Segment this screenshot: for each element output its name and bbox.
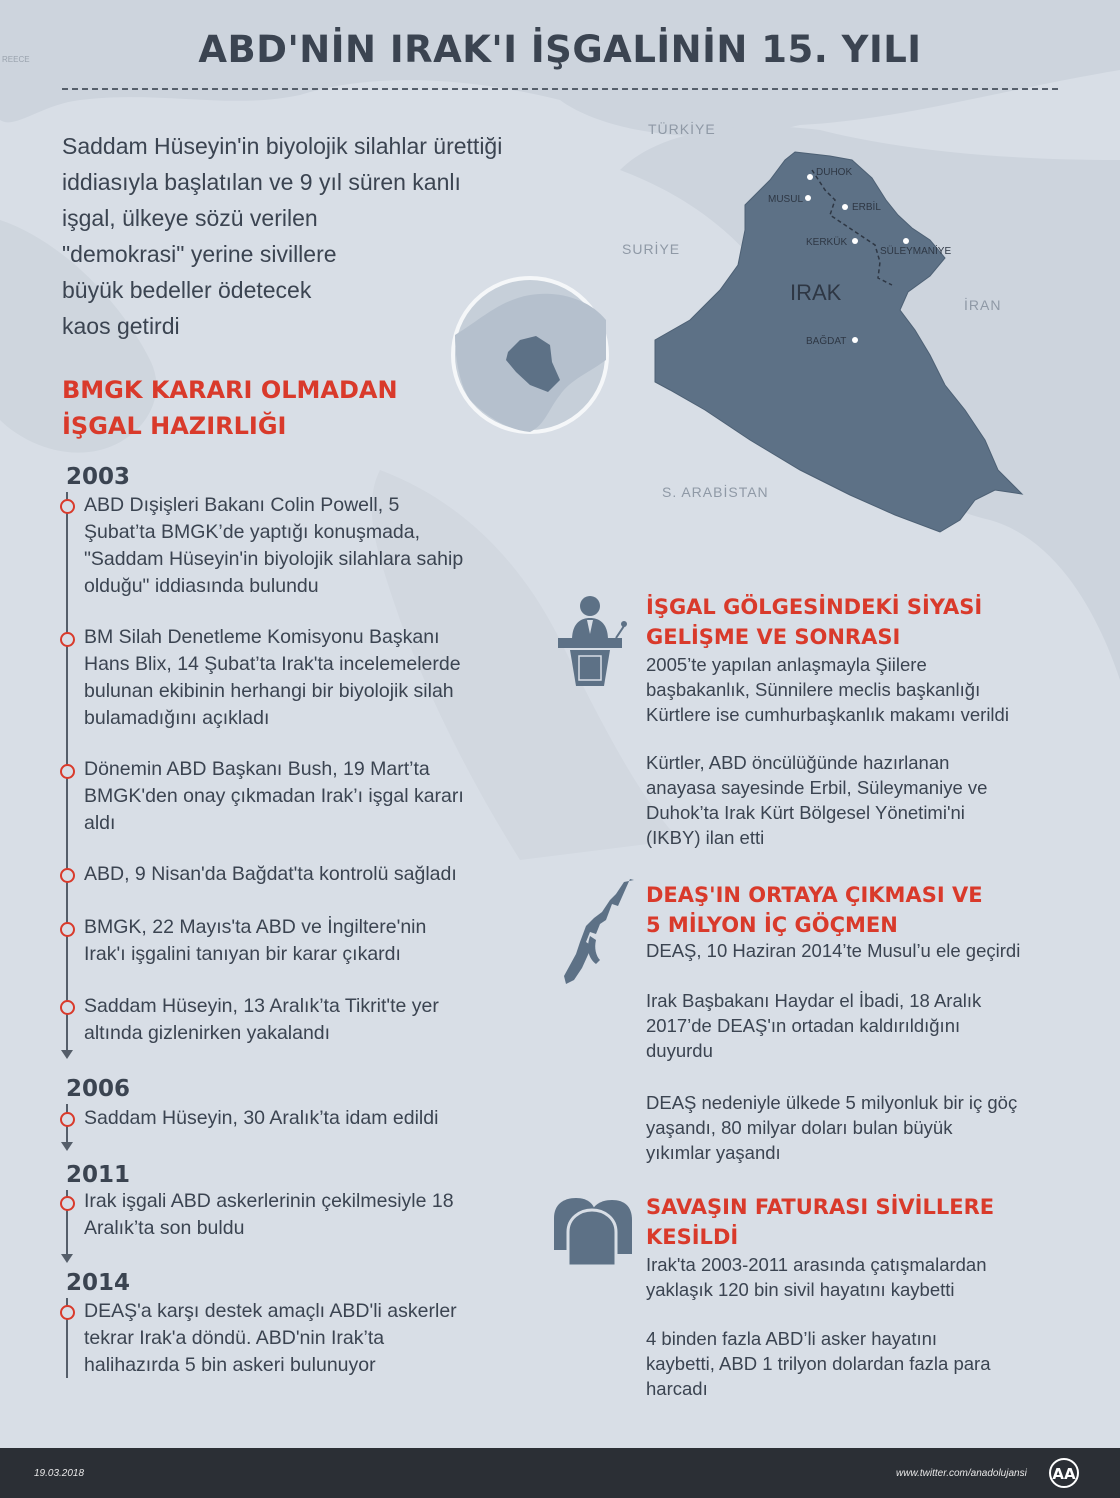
timeline-dot — [60, 632, 75, 647]
intro-line: büyük bedeller ödetecek — [62, 277, 312, 303]
section-text-casualties: Irak'ta 2003-2011 arasında çatışmalardan yaklaşık 120 bin sivil hayatını kaybetti — [646, 1254, 987, 1300]
map-label-greece: REECE — [2, 55, 30, 64]
left-section-title — [62, 372, 462, 444]
section-text-politics: 2005’te yapılan anlaşmayla Şiilere başbakanlık, Sünnilere meclis başkanlığı Kürtlere ise cumhurbaşkanlık makamı verildi — [646, 654, 1009, 725]
section-text-isis: DEAŞ nedeniyle ülkede 5 milyonluk bir iç göç yaşandı, 80 milyar doları bulan büyük yıkımlar yaşandı — [646, 1092, 1018, 1163]
locator-globe — [453, 278, 607, 432]
event-item: ABD, 9 Nisan'da Bağdat'ta kontrolü sağladı — [84, 863, 457, 885]
timeline-dot — [60, 1305, 75, 1320]
city-dot-kerkuk — [852, 238, 858, 244]
anadolu-logo-icon — [1046, 1457, 1082, 1489]
left-title-line: BMGK KARARI OLMADAN — [62, 376, 398, 404]
city-label-duhok: DUHOK — [816, 167, 853, 178]
section-title-politics: İŞGAL GÖLGESİNDEKİ SİYASİ GELİŞME VE SONRASI — [646, 595, 983, 649]
iraq-map — [0, 0, 1120, 560]
event-item: BMGK, 22 Mayıs'ta ABD ve İngiltere'nin Irak'ı işgalini tanıyan bir karar çıkardı — [84, 916, 427, 965]
timeline-dot — [60, 1000, 75, 1015]
event-item: Saddam Hüseyin, 30 Aralık’ta idam edildi — [84, 1107, 439, 1129]
section-text-casualties: 4 binden fazla ABD’li asker hayatını kaybetti, ABD 1 trilyon dolardan fazla para harcadı — [646, 1328, 991, 1399]
intro-line: Saddam Hüseyin'in biyolojik silahlar ürettiği — [62, 133, 503, 159]
timeline-dot — [60, 499, 75, 514]
gravestones-icon — [552, 1196, 634, 1268]
city-dot-suleymaniye — [903, 238, 909, 244]
intro-line: iddiasıyla başlatılan ve 9 yıl süren kanlı — [62, 169, 461, 195]
year-2011: 2011 — [66, 1162, 131, 1188]
event-item: Dönemin ABD Başkanı Bush, 19 Mart’ta BMGK'den onay çıkmadan Irak’ı işgal kararı aldı — [84, 758, 464, 834]
city-dot-bagdat — [852, 337, 858, 343]
timeline-arrow — [61, 1254, 73, 1263]
event-item: Irak işgali ABD askerlerinin çekilmesiyle 18 Aralık’ta son buldu — [84, 1190, 454, 1239]
city-label-erbil: ERBİL — [852, 202, 881, 213]
city-label-musul: MUSUL — [768, 194, 804, 205]
city-label-suleymaniye: SÜLEYMANİYE — [880, 246, 952, 257]
intro-line: kaos getirdi — [62, 313, 180, 339]
city-label-bagdat: BAĞDAT — [806, 336, 847, 347]
rifle-icon — [560, 876, 640, 988]
page-title: ABD'NİN IRAK'I İŞGALİNİN 15. YILI — [198, 28, 922, 71]
footer-date: 19.03.2018 — [34, 1468, 85, 1479]
timeline-arrow — [61, 1142, 73, 1151]
logo-text: AA — [1052, 1465, 1076, 1483]
section-text-isis: Irak Başbakanı Haydar el İbadi, 18 Aralık 2017’de DEAŞ'ın ortadan kaldırıldığını duyurdu — [646, 990, 982, 1061]
intro-line: "demokrasi" yerine sivillere — [62, 241, 337, 267]
year-2014: 2014 — [66, 1270, 131, 1296]
podium-speaker-icon — [554, 594, 630, 690]
timeline-dot — [60, 1112, 75, 1127]
timeline-arrow — [61, 1050, 73, 1059]
map-label-iraq: IRAK — [790, 280, 842, 305]
timeline-dot — [60, 922, 75, 937]
city-dot-duhok — [807, 174, 813, 180]
city-label-kerkuk: KERKÜK — [806, 237, 848, 248]
left-title-line: İŞGAL HAZIRLIĞI — [62, 412, 287, 440]
map-label-iran: İRAN — [964, 297, 1002, 313]
timeline-dot — [60, 868, 75, 883]
event-item: BM Silah Denetleme Komisyonu Başkanı Hans Blix, 14 Şubat’ta Irak'ta incelemelerde bulunan ekibinin herhangi bir biyolojik silah bulamadığını açıkladı — [84, 626, 461, 729]
section-text-isis: DEAŞ, 10 Haziran 2014’te Musul’u ele geçirdi — [646, 940, 1021, 961]
city-dot-erbil — [842, 204, 848, 210]
event-item: DEAŞ'a karşı destek amaçlı ABD'li askerler tekrar Irak'a döndü. ABD'nin Irak’ta halihazırda 5 bin askeri bulunuyor — [84, 1300, 457, 1376]
year-2003: 2003 — [66, 464, 131, 490]
map-label-turkey: TÜRKİYE — [648, 121, 716, 137]
footer-twitter-link[interactable]: www.twitter.com/anadolujansi — [896, 1468, 1027, 1479]
section-title-isis: DEAŞ'IN ORTAYA ÇIKMASI VE 5 MİLYON İÇ GÖÇMEN — [646, 883, 983, 937]
event-item: Saddam Hüseyin, 13 Aralık’ta Tikrit'te yer altında gizlenirken yakalandı — [84, 995, 439, 1044]
intro-line: işgal, ülkeye sözü verilen — [62, 205, 318, 231]
event-item: ABD Dışişleri Bakanı Colin Powell, 5 Şubat’ta BMGK’de yaptığı konuşmada, "Saddam Hüseyin'in biyolojik silahlara sahip olduğu" iddiasında bulundu — [84, 494, 464, 597]
map-label-saudi: S. ARABİSTAN — [662, 484, 769, 500]
timeline-dot — [60, 764, 75, 779]
section-title-casualties: SAVAŞIN FATURASI SİVİLLERE KESİLDİ — [646, 1195, 995, 1249]
year-2006: 2006 — [66, 1076, 131, 1102]
city-dot-musul — [805, 195, 811, 201]
map-label-syria: SURİYE — [622, 241, 681, 257]
section-text-politics: Kürtler, ABD öncülüğünde hazırlanan anayasa sayesinde Erbil, Süleymaniye ve Duhok’ta Irak Kürt Bölgesel Yönetimi'ni (IKBY) ilan etti — [646, 752, 988, 848]
timeline-dot — [60, 1196, 75, 1211]
